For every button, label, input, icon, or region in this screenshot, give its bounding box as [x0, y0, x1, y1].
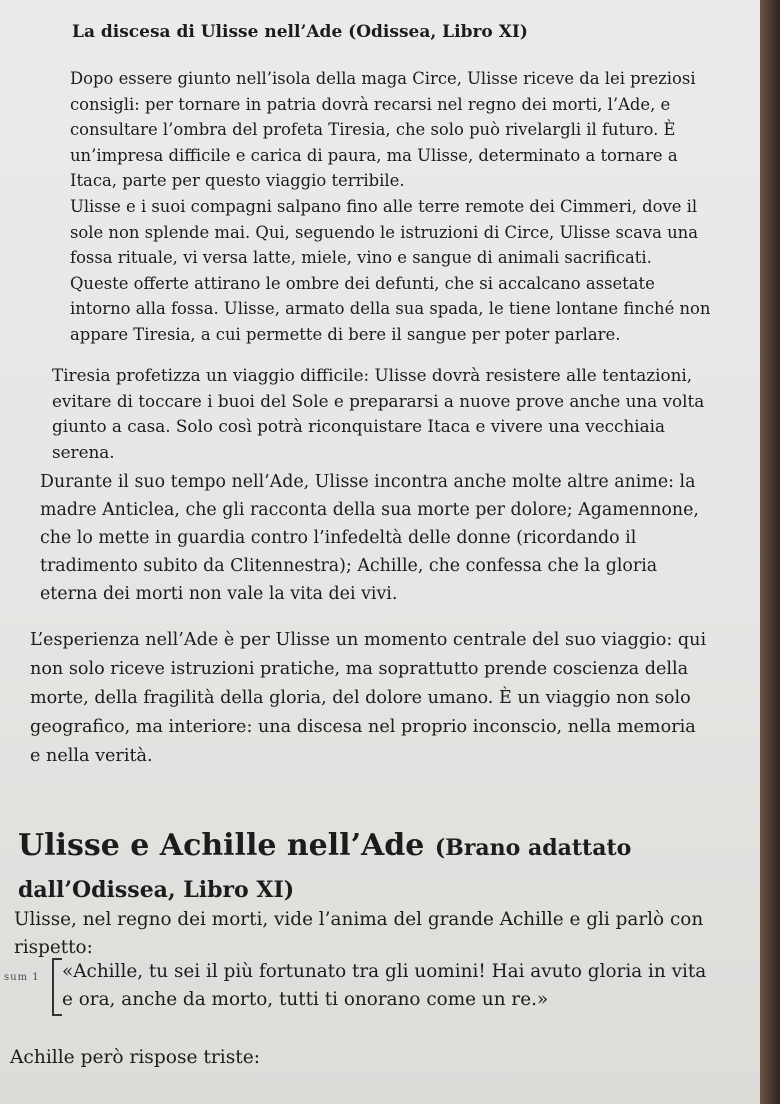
after-quote-text: Achille però rispose triste: — [10, 1047, 260, 1068]
paragraph-cimmeri: Ulisse e i suoi compagni salpano fino alle terre remote dei Cimmeri, dove il sole non splende mai. Qui, seguendo le istruzioni di Circe, Ulisse scava una fossa rituale, vi versa latte, miele, vino e sangue di animali sacrificati. Queste offerte attirano le ombre dei defunti, che si accalcano assetate intorno alla fossa. Ulisse, armato della sua spada, le tiene lontane finché non appare Tiresia, a cui permette di bere il sangue per poter parlare. — [70, 197, 711, 344]
bracket-top-tick — [52, 958, 62, 960]
achille-quote: «Achille, tu sei il più fortunato tra gli uomini! Hai avuto gloria in vita e ora, anche da morto, tutti ti onorano come un re.» — [52, 958, 712, 1014]
paragraph-anime: Durante il suo tempo nell’Ade, Ulisse incontra anche molte altre anime: la madre Anticlea, che gli racconta della sua morte per dolore; Agamennone, che lo mette in guardia contro l’infedeltà delle donne (ricordando il tradimento subito da Clitennestra); Achille, che confessa che la gloria eterna dei morti non vale la vita dei vivi. — [40, 472, 699, 604]
margin-note: sum 1 — [4, 972, 40, 983]
paragraph-tiresia: Tiresia profetizza un viaggio difficile: Ulisse dovrà resistere alle tentazioni, evitare di toccare i buoi del Sole e prepararsi a nuove prove anche una volta giunto a casa. Solo così potrà riconquistare Itaca e vivere una vecchiaia serena. — [52, 365, 705, 462]
paragraph-esperienza: L’esperienza nell’Ade è per Ulisse un momento centrale del suo viaggio: qui non solo riceve istruzioni pratiche, ma soprattutto prende coscienza della morte, della fragilità della gloria, del dolore umano. È un viaggio non solo geografico, ma interiore: una discesa nel proprio inconscio, nella memoria e nella verità. — [30, 630, 707, 766]
section-intro: Ulisse, nel regno dei morti, vide l’anima del grande Achille e gli parlò con rispetto: — [14, 909, 704, 958]
section-heading — [18, 826, 728, 910]
page-edge-shadow — [760, 0, 780, 1104]
bracket-bottom-tick — [52, 1014, 62, 1016]
paragraph-circe: Dopo essere giunto nell’isola della maga Circe, Ulisse riceve da lei preziosi consigli: per tornare in patria dovrà recarsi nel regno dei morti, l’Ade, e consultare l’ombra del profeta Tiresia, che solo può rivelargli il futuro. È un’impresa difficile e carica di paura, ma Ulisse, determinato a tornare a Itaca, parte per questo viaggio terribile. — [70, 69, 696, 190]
section-heading-sub: (Brano adattato dall’Odissea, Libro XI) — [18, 835, 632, 903]
document-title: La discesa di Ulisse nell’Ade (Odissea, Libro XI) — [72, 22, 528, 42]
section-heading-main: Ulisse e Achille nell’Ade — [18, 828, 425, 863]
